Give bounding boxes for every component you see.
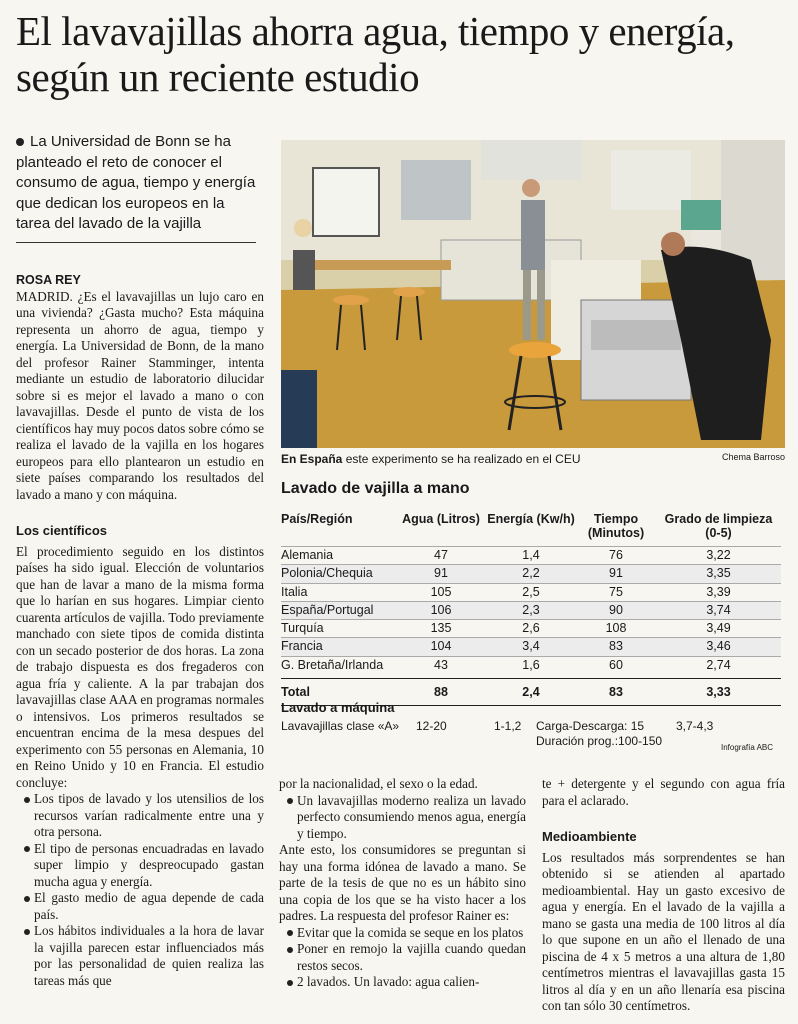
bullet-icon	[24, 797, 30, 803]
cell-agua: 47	[434, 548, 448, 562]
subheading-medioambiente: Medioambiente	[542, 829, 637, 844]
cell-tiempo: 90	[609, 602, 623, 617]
list-item: Los hábitos individuales a la hora de lavar la vajilla parecen estar influenciados más por las personalidad de quien realiza las tareas más que	[16, 923, 264, 989]
cell-agua: 106	[430, 602, 452, 617]
cell-agua: 91	[434, 566, 448, 581]
list-item: Poner en remojo la vajilla cuando quedan restos secos.	[279, 941, 526, 974]
cell-tiempo: 91	[609, 566, 623, 581]
bullet-icon	[24, 846, 30, 852]
table-row	[281, 564, 781, 582]
cell-energia: 3,4	[522, 639, 540, 654]
bullet-icon	[24, 929, 30, 935]
machine-tiempo-1: Carga-Descarga: 15	[536, 719, 645, 733]
header-limpieza: Grado de limpieza (0-5)	[664, 512, 773, 540]
kitchen-photo	[281, 140, 785, 448]
col2-start: por la nacionalidad, el sexo o la edad.	[279, 776, 478, 791]
cell-region: G. Bretaña/Irlanda	[281, 657, 384, 672]
machine-row	[281, 719, 781, 751]
machine-agua: 12-20	[416, 719, 447, 733]
cell-agua: 104	[430, 639, 452, 654]
caption-text: este experimento se ha realizado en el CEU	[342, 452, 581, 466]
cell-energia: 1,4	[522, 548, 540, 562]
photo-credit: Chema Barroso	[721, 452, 785, 462]
table-header	[281, 512, 781, 546]
cell-region: Turquía	[281, 621, 324, 636]
bullet-icon	[287, 947, 293, 953]
cell-limpieza: 3,74	[706, 602, 731, 617]
cell-energia: 2,5	[522, 584, 540, 599]
list-item: El tipo de personas encuadradas en lavado super limpio y despreocupado gastan mucha agua y energía.	[16, 841, 264, 891]
cell-limpieza: 3,22	[706, 548, 731, 562]
cientificos-paragraph: El procedimiento seguido en los distintos países ha sido igual. Elección de voluntarios que han de lavar a mano de la misma forma que lo harían en sus hogares. Limpiar ciento cuarenta artículos de vajilla. Todo previamente manchado con siete tipos de comida distinta con un secado posterior de dos horas. La zona de trabajo dispuesta es dos fregaderos con agua fría y caliente. A la par trabajan dos lavavajillas clase AAA en programas normales o intensivos. Los primeros resultados se encuentran encima de la mesa despues del experimento con 55 personas en Alemania, 10 en Reino Unido y 10 en Francia. El estudio concluye:	[16, 543, 264, 790]
lead-paragraph	[16, 132, 256, 235]
byline: ROSA REY	[16, 273, 81, 287]
cell-limpieza: 2,74	[706, 657, 731, 672]
cell-region: Alemania	[281, 548, 334, 562]
headline: El lavavajillas ahorra agua, tiempo y energía, según un reciente estudio	[16, 8, 735, 100]
total-label: Total	[281, 685, 310, 700]
cell-tiempo: 75	[609, 584, 623, 599]
list-item: 2 lavados. Un lavado: agua calien-	[279, 974, 526, 991]
machine-section	[281, 700, 781, 751]
cell-limpieza: 3,39	[706, 584, 731, 599]
article-column-2	[279, 776, 526, 991]
photo-caption	[281, 452, 785, 466]
bullet-icon	[16, 138, 24, 146]
cell-tiempo: 76	[609, 548, 623, 562]
cell-agua: 135	[430, 621, 452, 636]
kitchen-photo-illustration	[281, 140, 785, 448]
bullet-icon	[24, 896, 30, 902]
table-row	[281, 601, 781, 619]
machine-tiempo-2: Duración prog.:100-150	[536, 734, 663, 748]
total-agua: 88	[434, 685, 448, 700]
cell-region: Italia	[281, 584, 308, 599]
total-limpieza: 3,33	[706, 685, 731, 700]
cell-limpieza: 3,35	[706, 566, 731, 581]
cell-tiempo: 108	[605, 621, 627, 636]
cell-tiempo: 83	[609, 639, 623, 654]
cell-energia: 2,6	[522, 621, 540, 636]
cell-agua: 43	[434, 657, 448, 672]
table-row	[281, 583, 781, 601]
cell-region: Francia	[281, 639, 323, 654]
bullet-icon	[287, 798, 293, 804]
cell-limpieza: 3,49	[706, 621, 731, 636]
cell-tiempo: 60	[609, 657, 623, 672]
col2-paragraph: Ante esto, los consumidores se preguntan si hay una forma idónea de lavado a mano. Se parte de la tesis de que no es un hábito sino una copia de los que se ha visto hacer a los padres. La respuesta del profesor Rainer es:	[279, 842, 526, 923]
lead-text: La Universidad de Bonn se ha planteado el reto de conocer el consumo de agua, tiempo y energía que dedican los europeos en la tarea del lavado de la vajilla	[16, 133, 256, 232]
cell-limpieza: 3,46	[706, 639, 731, 654]
cell-energia: 1,6	[522, 657, 540, 672]
bullet-icon	[287, 930, 293, 936]
article-column-3	[542, 776, 785, 1015]
machine-limpieza: 3,7-4,3	[676, 719, 714, 733]
total-tiempo: 83	[609, 685, 623, 700]
machine-energia: 1-1,2	[494, 719, 522, 733]
header-agua: Agua (Litros)	[402, 512, 480, 526]
list-item: El gasto medio de agua depende de cada país.	[16, 890, 264, 923]
cell-region: España/Portugal	[281, 602, 374, 617]
intro-paragraph: MADRID. ¿Es el lavavajillas un lujo caro en una vivienda? ¿Gasta mucho? Esta máquina representa un ahorro de agua, tiempo y energía. La Universidad de Bonn, de la mano del profesor Rainer Stamminger, intenta mediante un estudio de laboratorio dilucidar sobre si es mejor el lavado a mano o con lavavajillas. Desde el punto de vista de los científicos hay muy pocos datos sobre cómo se realiza el lavado de la vajilla en los hogares europeos para ello plantearon un estudio en siete países comparando los resultados del lavado a mano y con máquina.	[16, 288, 264, 502]
cell-agua: 105	[430, 584, 452, 599]
infographic-credit: Infografía ABC	[721, 743, 774, 752]
list-item: Un lavavajillas moderno realiza un lavado perfecto consumiendo menos agua, energía y tiempo.	[279, 793, 526, 843]
caption-lead: En España	[281, 452, 343, 466]
table-row	[281, 637, 781, 655]
list-item: Los tipos de lavado y los utensilios de los recursos varían radicalmente entre una y otra persona.	[16, 791, 264, 841]
article-column-1	[16, 272, 264, 989]
table-row	[281, 619, 781, 637]
list-item: Evitar que la comida se seque en los platos	[279, 925, 526, 942]
table-row	[281, 546, 781, 564]
machine-label: Lavavajillas clase «A»	[281, 719, 400, 733]
bullet-icon	[287, 980, 293, 986]
machine-title: Lavado a máquina	[281, 700, 395, 715]
header-energia: Energía (Kw/h)	[487, 512, 575, 526]
subheading-cientificos: Los científicos	[16, 523, 108, 538]
header-region: País/Región	[281, 512, 353, 526]
cell-energia: 2,2	[522, 566, 540, 581]
divider	[16, 242, 256, 243]
cell-region: Polonia/Chequia	[281, 566, 373, 581]
table-row	[281, 656, 781, 674]
col3-start: te + detergente y el segundo con agua fría para el aclarado.	[542, 776, 785, 808]
total-energia: 2,4	[522, 685, 540, 700]
cell-energia: 2,3	[522, 602, 540, 617]
header-tiempo: Tiempo (Minutos)	[587, 512, 645, 540]
infographic-title: Lavado de vajilla a mano	[281, 480, 470, 497]
data-table	[281, 512, 781, 706]
medio-paragraph: Los resultados más sorprendentes se han obtenido si se atienden al apartado medioambiental. Hay un gasto excesivo de agua y energía. En el lavado de la vajilla a mano se gasta una media de 100 litros al día lo que supone en un año el llenado de una piscina de 4 x 5 metros a una altura de 1,80 centímetros mientras el lavavajillas gasta 15 litros al día y en un año llenaría esa piscina con tan sólo 30 centímetros.	[542, 849, 785, 1013]
